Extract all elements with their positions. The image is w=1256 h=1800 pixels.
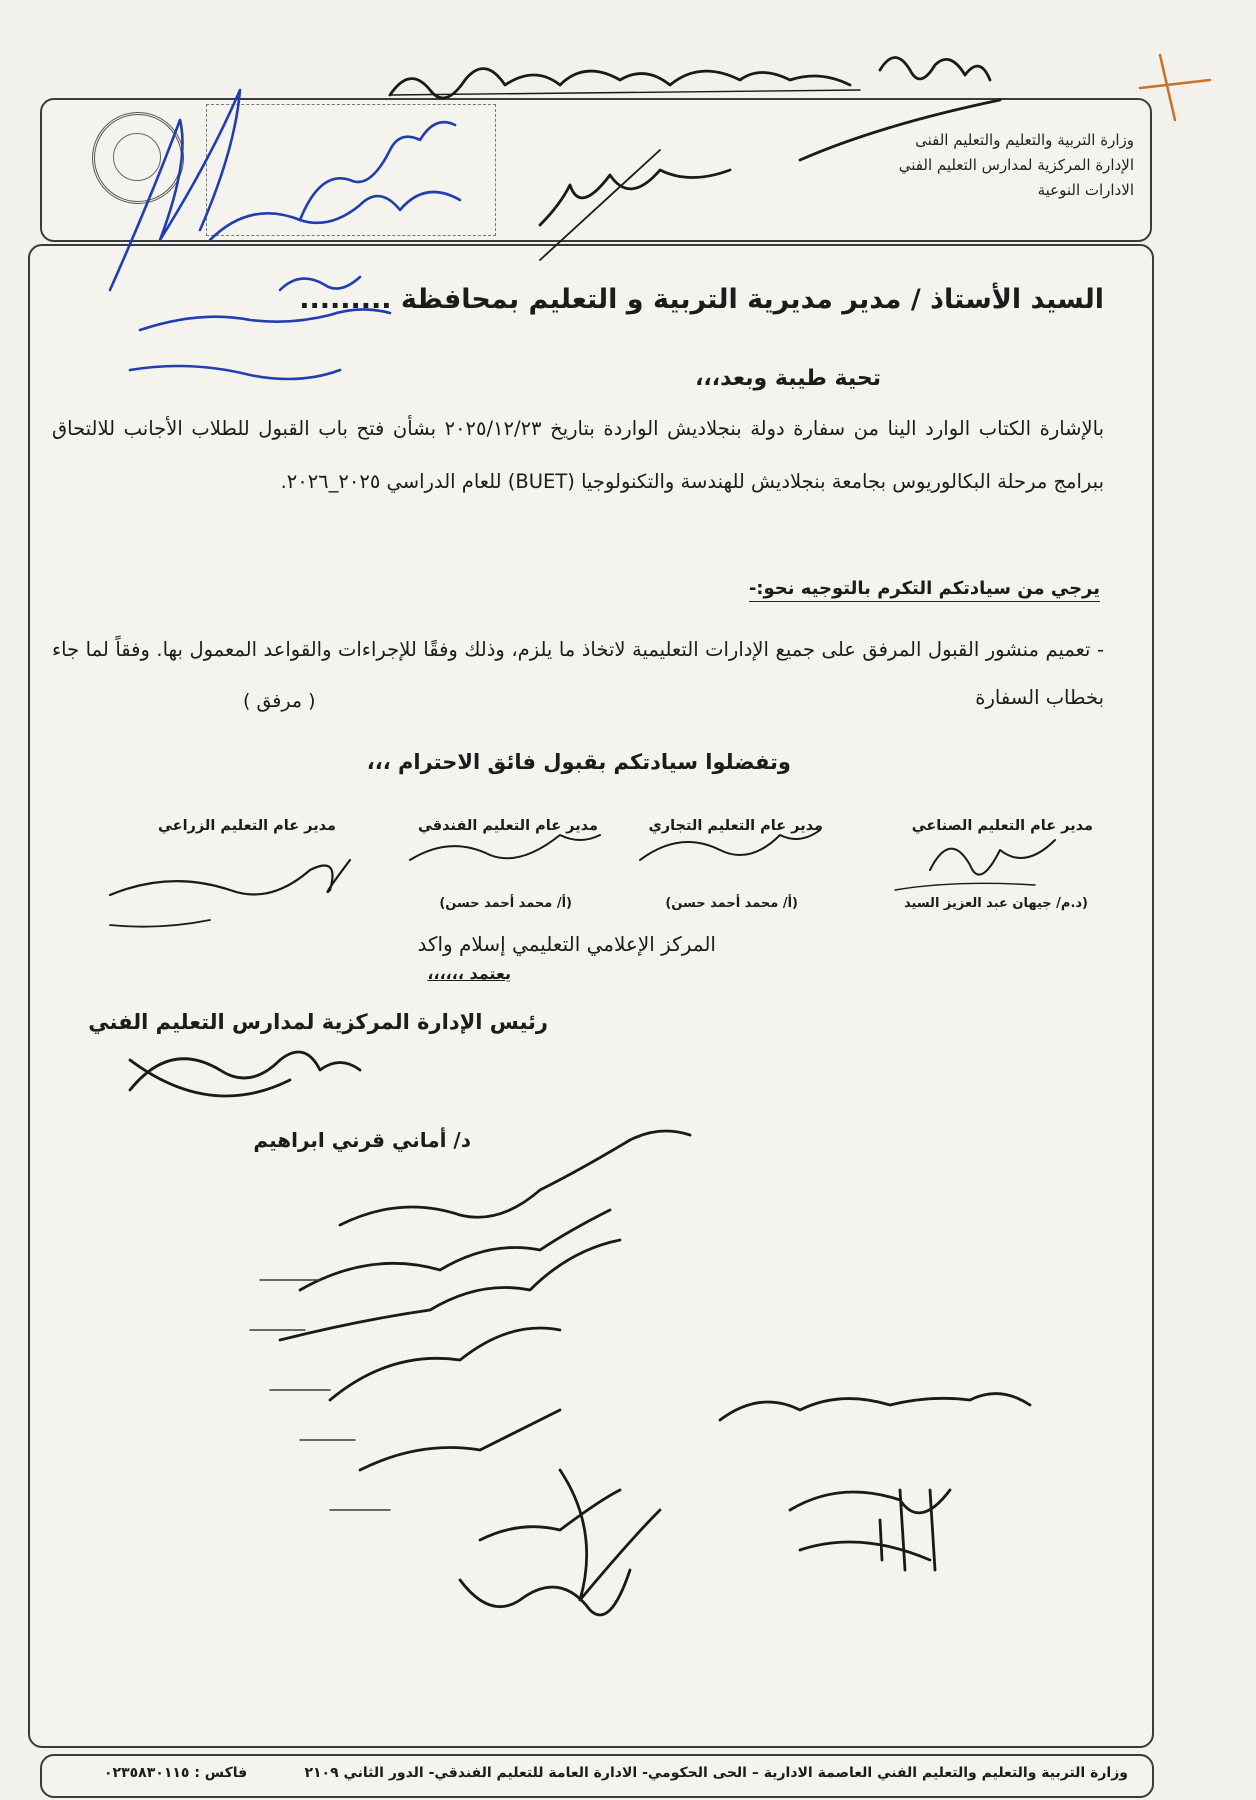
attachment-note: ( مرفق ): [243, 690, 316, 712]
signatory-name: (أ/ محمد أحمد حسن): [439, 896, 572, 911]
department-name: الادارات النوعية: [1037, 181, 1134, 199]
body-paragraph: بالإشارة الكتاب الوارد الينا من سفارة دولة بنجلاديش الواردة بتاريخ ٢٠٢٥/١٢/٢٣ بشأن فتح باب القبول للطلاب الأجانب للالتحاق ببرامج مرحلة البكالوريوس بجامعة بنجلاديش للهندسة والتكنولوجيا (BUET) للعام الدراسي ٢٠٢٥_٢٠٢٦.: [52, 417, 1105, 493]
head-name: د/ أماني قرني ابراهيم: [253, 1128, 471, 1152]
footer-address: وزارة التربية والتعليم والتعليم الفني العاصمة الادارية – الحى الحكومي- الادارة العامة للتعليم الفندقي- الدور الثاني ٢١٠٩: [304, 1765, 1128, 1781]
letterhead: [899, 128, 1134, 203]
ministry-name: وزارة التربية والتعليم والتعليم الفنى: [915, 131, 1134, 149]
signatory-title: مدير عام التعليم الزراعي: [158, 818, 336, 834]
approve-label: يعتمد ،،،،،،: [427, 964, 511, 983]
closing-line: وتفضلوا سيادتكم بقبول فائق الاحترام ،،،: [366, 750, 791, 774]
signatory-title: مدير عام التعليم التجاري: [648, 818, 823, 834]
request-item: - تعميم منشور القبول المرفق على جميع الإدارات التعليمية لاتخاذ ما يلزم، وذلك وفقًا للإجراءات والقواعد المعمول بها. وفقاً لما جاء بخطاب السفارة: [52, 638, 1104, 709]
signatory-title: مدير عام التعليم الفندقي: [418, 818, 598, 834]
signatory-title: مدير عام التعليم الصناعي: [911, 818, 1093, 834]
ministry-seal-icon: [92, 112, 184, 204]
received-stamp: [206, 104, 496, 236]
head-title: رئيس الإدارة المركزية لمدارس التعليم الفني: [88, 1010, 548, 1034]
request-heading: يرجي من سيادتكم التكرم بالتوجيه نحو:-: [749, 578, 1100, 602]
greeting: تحية طيبة وبعد،،،: [695, 366, 881, 391]
media-center-credit: المركز الإعلامي التعليمي إسلام واكد: [417, 932, 716, 956]
central-admin-name: الإدارة المركزية لمدارس التعليم الفني: [898, 156, 1134, 174]
signatory-name: (د.م/ جيهان عبد العزيز السيد: [904, 896, 1088, 911]
signatory-name: (أ/ محمد أحمد حسن): [665, 896, 798, 911]
footer-fax: فاكس : ٠٢٣٥٨٣٠١١٥: [104, 1765, 248, 1781]
salutation: السيد الأستاذ / مدير مديرية التربية و التعليم بمحافظة .........: [299, 284, 1104, 315]
